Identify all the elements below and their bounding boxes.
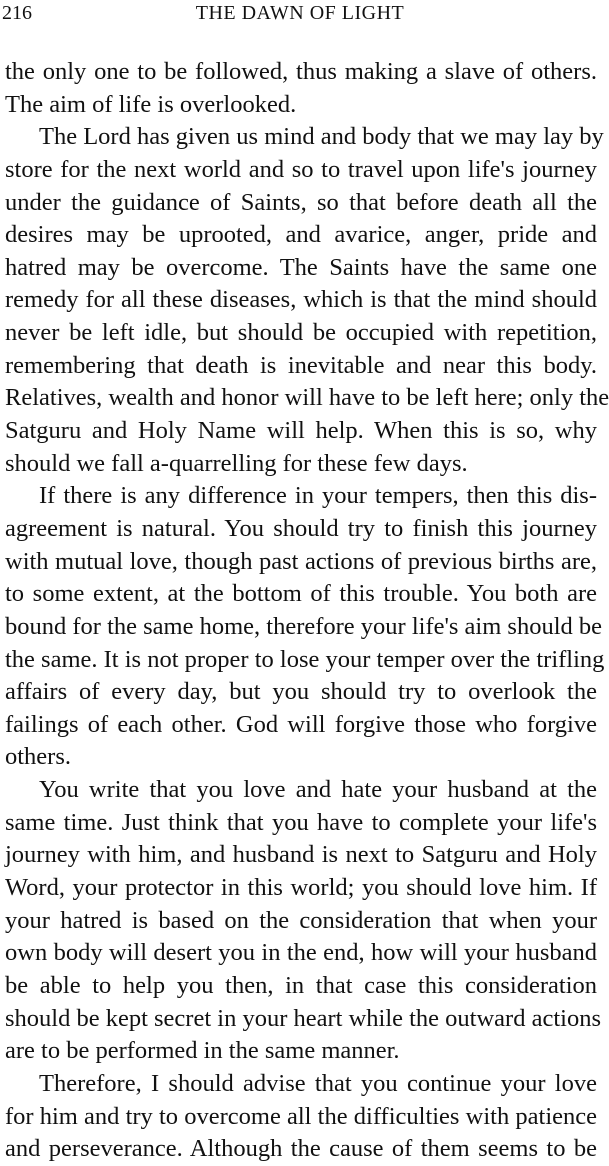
book-title: THE DAWN OF LIGHT (195, 2, 405, 24)
text-line: to some extent, at the bottom of this trouble. You both are (5, 580, 597, 608)
text-line: Word, your protector in this world; you should love him. If (5, 874, 597, 902)
text-line: the same. It is not proper to lose your temper over the trifling (5, 645, 605, 673)
text-line: never be left idle, but should be occupied with repetition, (5, 319, 597, 347)
text-line: agreement is natural. You should try to finish this journey (5, 514, 597, 542)
paragraph-first-line: The Lord has given us mind and body that we may lay by (39, 123, 604, 151)
text-line: with mutual love, though past actions of previous births are, (5, 547, 597, 575)
text-line: failings of each other. God will forgive those who forgive (5, 710, 597, 738)
text-line: store for the next world and so to travel upon life's journey (5, 155, 597, 183)
running-head (2, 0, 598, 30)
text-line: bound for the same home, therefore your life's aim should be (5, 612, 603, 640)
text-line: Relatives, wealth and honor will have to be left here; only the (5, 384, 609, 412)
paragraph-first-line: If there is any difference in your tempers, then this dis- (39, 482, 597, 510)
body-text (5, 56, 609, 1166)
text-line: affairs of every day, but you should try to overlook the (5, 678, 597, 706)
text-line: under the guidance of Saints, so that before death all the (5, 188, 597, 216)
text-line: desires may be uprooted, and avarice, anger, pride and (5, 221, 597, 249)
text-line: own body will desert you in the end, how will your husband (5, 939, 597, 967)
page-number: 216 (2, 2, 32, 24)
text-line: remembering that death is inevitable and near this body. (5, 351, 597, 379)
text-line: the only one to be followed, thus making a slave of others. (5, 58, 597, 85)
paragraph-first-line: Therefore, I should advise that you continue your love (39, 1069, 597, 1097)
text-line: others. (5, 743, 71, 771)
text-line: for him and try to overcome all the difficulties with patience (5, 1102, 597, 1130)
text-line: and perseverance. Although the cause of them seems to be (5, 1135, 597, 1163)
text-line: same time. Just think that you have to complete your life's (5, 808, 597, 836)
text-line: be able to help you then, in that case this consideration (5, 971, 597, 999)
text-line: Satguru and Holy Name will help. When this is so, why (5, 417, 597, 445)
text-line: remedy for all these diseases, which is that the mind should (5, 286, 597, 314)
paragraph-first-line: You write that you love and hate your husband at the (39, 776, 597, 804)
text-line: your hatred is based on the consideration that when your (5, 906, 597, 934)
text-line: should be kept secret in your heart while the outward actions (5, 1004, 601, 1032)
text-line: journey with him, and husband is next to Satguru and Holy (5, 841, 597, 869)
text-line: The aim of life is overlooked. (5, 90, 297, 118)
text-line: should we fall a-quarrelling for these few days. (5, 449, 468, 477)
text-line: hatred may be overcome. The Saints have the same one (5, 253, 597, 281)
text-line: are to be performed in the same manner. (5, 1037, 400, 1065)
